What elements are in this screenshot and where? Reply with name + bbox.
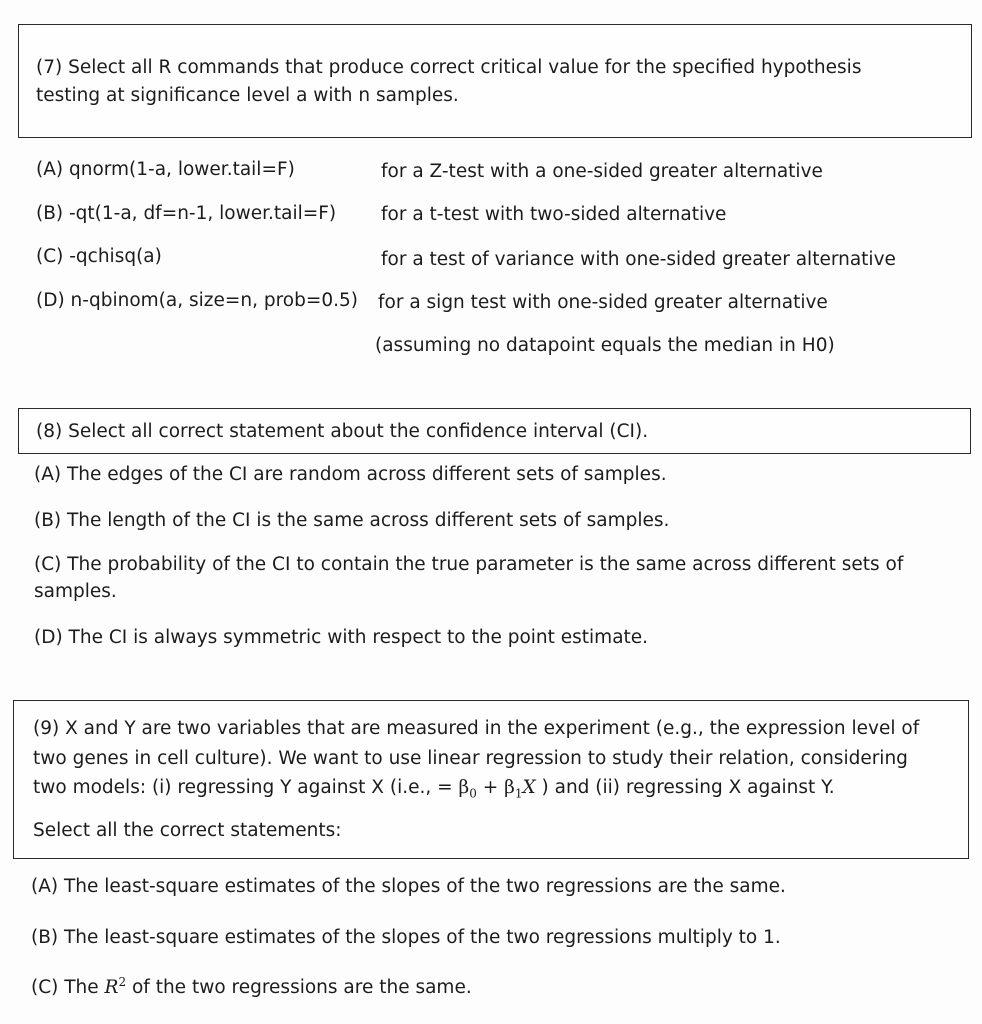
q7-option-b-command: (B) -qt(1-a, df=n-1, lower.tail=F) [36,203,337,224]
q9-option-c-prefix: (C) The [31,977,105,998]
q9-option-a: (A) The least-square estimates of the slopes of the two regressions are the same. [31,876,786,897]
q9-formula-sub-1: 1 [514,786,523,801]
q9-formula-sub-0: 0 [469,786,477,801]
q9-formula-beta-1: β [504,777,515,798]
q7-option-b-description: for a t-test with two-sided alternative [381,204,727,225]
q8-option-c-line-2: samples. [34,581,117,602]
q7-option-c-command: (C) -qchisq(a) [36,246,162,267]
q9-stem-line-1: (9) X and Y are two variables that are measured in the experiment (e.g., the expression level of [33,718,920,739]
q9-formula-equals: = [437,777,459,798]
q9-instruction: Select all the correct statements: [33,820,342,841]
q9-formula-beta-0: β [458,777,470,798]
q9-option-c [31,975,472,1001]
q9-formula-plus: + [476,777,505,798]
q8-option-a: (A) The edges of the CI are random across different sets of samples. [34,464,667,485]
q9-stem-line-3-suffix: ) and (ii) regressing X against Y. [535,777,835,798]
q7-stem-box [18,24,972,138]
q7-option-d-description: for a sign test with one-sided greater alternative [378,292,828,313]
q7-option-a-description: for a Z-test with a one-sided greater alternative [381,161,823,182]
q8-option-c-line-1: (C) The probability of the CI to contain the true parameter is the same across different sets of [34,554,904,575]
q7-option-d-note: (assuming no datapoint equals the median in H0) [375,335,835,356]
q7-stem-line-1: (7) Select all R commands that produce correct critical value for the specified hypothesis [36,57,862,78]
q9-stem-line-3 [33,775,835,801]
q9-formula-x: X [522,777,536,798]
q7-option-d-command: (D) n-qbinom(a, size=n, prob=0.5) [36,290,358,311]
q8-option-d: (D) The CI is always symmetric with respect to the point estimate. [34,627,649,648]
q9-option-c-suffix: of the two regressions are the same. [126,977,472,998]
q7-option-a-command: (A) qnorm(1-a, lower.tail=F) [36,159,295,180]
q9-stem-line-3-prefix: two models: (i) regressing Y against X (i.e., [33,777,438,798]
q7-option-c-description: for a test of variance with one-sided greater alternative [381,249,896,270]
q8-stem: (8) Select all correct statement about the confidence interval (CI). [36,421,649,442]
q7-stem-line-2: testing at significance level a with n samples. [36,85,459,106]
q9-option-b: (B) The least-square estimates of the slopes of the two regressions multiply to 1. [31,927,781,948]
q8-option-b: (B) The length of the CI is the same across different sets of samples. [34,510,670,531]
q9-option-c-squared: 2 [118,974,127,989]
q9-stem-line-2: two genes in cell culture). We want to use linear regression to study their relation, considering [33,748,908,769]
q9-option-c-r: R [104,977,119,998]
